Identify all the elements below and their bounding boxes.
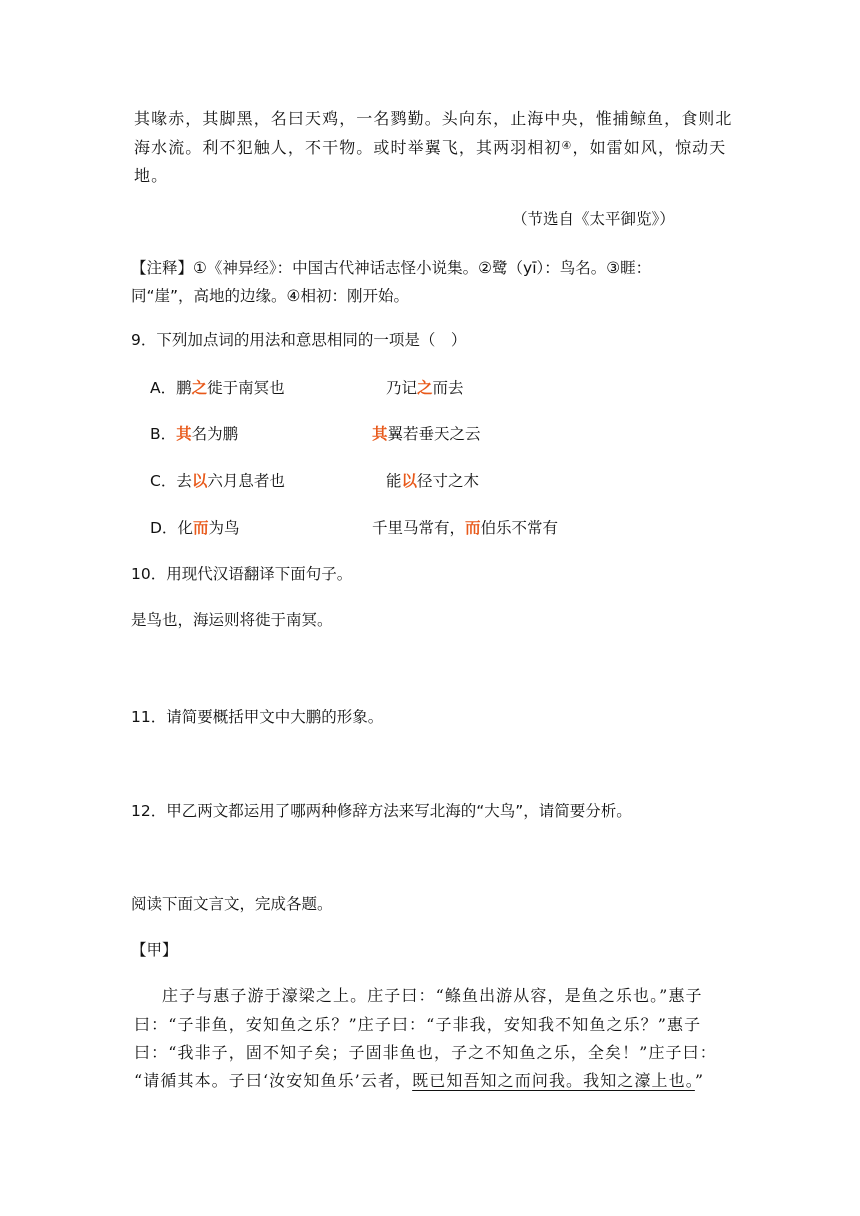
q9-option-a-left-post: 徙于南冥也 [207,379,285,397]
question-9-stem: 9．下列加点词的用法和意思相同的一项是（ ） [131,331,467,349]
q9-option-b-letter: B． [150,425,177,443]
q9-option-b-right-key: 其 [372,425,388,443]
q9-option-b-right [372,424,481,444]
q9-option-b-left-post: 名为鹏 [191,425,239,443]
q9-option-b-right-post: 翼若垂天之云 [387,425,481,443]
notes-line-1: 【注释】①《神异经》：中国古代神话志怪小说集。②鹭（yī）：鸟名。③睚： [131,259,652,277]
passage-line-2 [134,138,726,158]
q9-option-d-left-key: 而 [192,519,209,537]
reading-intro: 阅读下面文言文，完成各题。 [131,895,333,913]
jia-line-4-end: ” [694,1071,705,1090]
q9-option-a-left-key: 之 [191,379,208,397]
jia-underlined-sentence: 既已知吾知之而问我。我知之濠上也。 [412,1071,695,1090]
q9-option-a-left[interactable] [150,378,285,398]
passage-line-1: 其喙赤，其脚黑，名曰天鸡，一名鹨勤。头向东，止海中央，惟捕鲸鱼，食则北 [134,109,733,128]
q9-option-d-left[interactable] [150,518,239,538]
notes-line-2: 同“崖”，高地的边缘。④相初：刚开始。 [131,287,409,305]
q9-option-c-right-key: 以 [401,472,418,490]
q9-option-a-left-pre: 鹏 [176,379,192,397]
q9-option-d-left-post: 为鸟 [208,519,240,537]
q9-option-a-right-post: 而去 [432,379,464,397]
q9-option-b-left[interactable] [150,424,238,444]
q9-option-a-right [386,378,464,398]
question-10-sentence: 是鸟也，海运则将徙于南冥。 [131,611,333,629]
passage-line-2-text: 海水流。利不犯触人，不干物。或时举翼飞，其两羽相初 [134,138,562,157]
q9-option-c-right-post: 径寸之木 [417,472,480,490]
q9-option-d-left-pre: 化 [177,519,193,537]
passage-source: （节选自《太平御览》） [512,210,675,228]
passage-line-2-tail: ，如雷如风，惊动天 [572,138,727,157]
q9-option-c-right-pre: 能 [386,472,402,490]
passage-line-3: 地。 [134,166,169,185]
q9-option-d-right-post: 伯乐不常有 [480,519,559,537]
q9-option-d-right-key: 而 [465,519,481,537]
q9-option-d-right [372,518,558,538]
question-10-stem: 10．用现代汉语翻译下面句子。 [131,565,353,583]
q9-option-c-letter: C． [150,472,177,490]
q9-option-b-left-key: 其 [176,425,192,443]
q9-option-c-left-key: 以 [191,472,208,490]
jia-line-4 [134,1071,704,1091]
jia-line-4-text: “请循其本。子曰‘汝安知鱼乐’云者， [134,1071,413,1090]
q9-option-c-left-post: 六月息者也 [207,472,285,490]
question-12-stem: 12．甲乙两文都运用了哪两种修辞方法来写北海的“大鸟”，请简要分析。 [131,802,632,820]
passage-jia-label: 【甲】 [131,941,178,959]
q9-option-d-right-pre: 千里马常有， [372,519,466,537]
question-11-stem: 11．请简要概括甲文中大鹏的形象。 [131,708,384,726]
jia-line-3: 曰：“我非子，固不知子矣；子固非鱼也，子之不知鱼之乐，全矣！”庄子曰： [134,1043,717,1062]
q9-option-c-left[interactable] [150,471,285,491]
q9-option-a-right-pre: 乃记 [386,379,418,397]
jia-line-1: 庄子与惠子游于濠梁之上。庄子曰：“鲦鱼出游从容，是鱼之乐也。”惠子 [162,986,703,1005]
q9-option-a-right-key: 之 [417,379,433,397]
note-mark-4: ④ [561,139,573,152]
q9-option-c-right [386,471,479,491]
q9-option-a-letter: A． [150,379,177,397]
q9-option-c-left-pre: 去 [176,472,192,490]
q9-option-d-letter: D． [150,519,178,537]
jia-line-2: 曰：“子非鱼，安知鱼之乐？”庄子曰：“子非我，安知我不知鱼之乐？”惠子 [134,1015,702,1034]
